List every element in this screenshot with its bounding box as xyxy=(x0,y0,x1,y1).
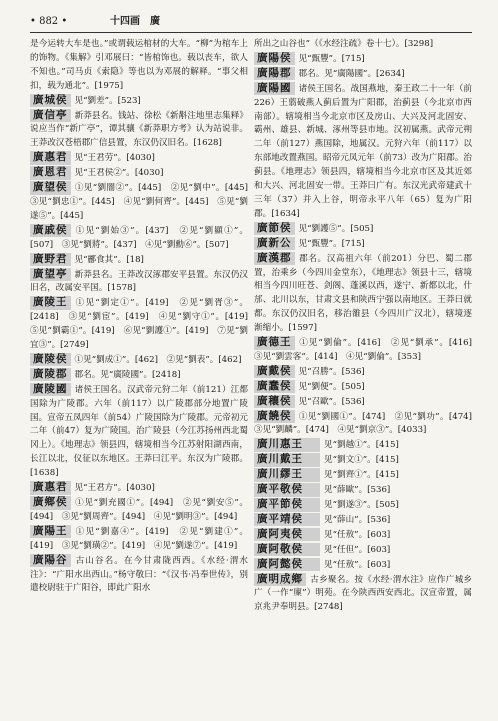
dictionary-entry xyxy=(30,296,257,353)
dictionary-entry xyxy=(254,237,472,252)
entry-headword: 廣陽谷 xyxy=(30,554,71,568)
dictionary-entry xyxy=(254,82,472,222)
dictionary-entry xyxy=(30,94,248,109)
entry-headword: 廣城侯 xyxy=(30,94,71,108)
dictionary-entry xyxy=(254,468,472,483)
entry-definition: ①见“劉充國①”。[494] ②见“劉安⑤”。[494] ③见“劉周齊”。[494] ④见“劉明③”。[494] xyxy=(30,498,248,522)
dictionary-entry xyxy=(254,558,472,573)
right-column xyxy=(254,38,481,615)
entry-headword: 廣平敬侯 xyxy=(254,483,320,497)
entry-headword: 廣陽郡 xyxy=(254,67,295,81)
entry-headword: 廣川繆王 xyxy=(254,468,320,482)
dictionary-entry xyxy=(254,67,472,82)
entry-definition: 见“王君方”。[4030] xyxy=(74,483,155,494)
entry-headword: 廣惠君 xyxy=(30,151,71,165)
dictionary-entry xyxy=(254,222,472,237)
dictionary-entry xyxy=(254,483,472,498)
dictionary-entry xyxy=(30,268,248,297)
entry-headword: 廣平節侯 xyxy=(254,498,320,512)
entry-headword: 廣信亭 xyxy=(30,109,71,123)
entry-headword: 廣惠君 xyxy=(30,481,71,495)
head-character: 廣 xyxy=(150,16,160,27)
entry-definition: 见“召勝”。[536] xyxy=(298,366,365,377)
entry-definition: 诸侯王国名。汉武帝元狩二年（前121）江都国除为广陵郡。六年（前117）以广陵郡部分地置广陵国。宣帝五凤四年（前54）广陵国除为广陵郡。元帝初元二年（前47）复为广陵国。治广陵县（今江苏扬州西北蜀冈上）。《地理志》领县四，辖境相当今江苏射阳湖西南，长江以北，仪征以东地区。王莽曰江平。东汉为广陵郡。[1638] xyxy=(30,384,248,479)
stroke-section: 十四画 xyxy=(110,16,140,27)
page-number: • 882 • xyxy=(30,16,68,27)
continued-text xyxy=(30,38,248,94)
continued-definition: 是今运转大车是也。”或谓载运棺材的大车。“柳”为棺车上的饰物。《集解》引邓展曰：“皆棺饰也。载以丧车，欲人不知也。”司马贞《索隐》等也以为邓展的解释。“事父相扣，载为通北”。[1975] xyxy=(30,39,248,91)
entry-definition: 见“甄豐”。[715] xyxy=(298,238,365,249)
dictionary-entry xyxy=(30,353,248,368)
entry-headword: 廣戚侯 xyxy=(30,224,71,238)
dictionary-entry xyxy=(254,52,472,67)
dictionary-entry xyxy=(254,513,472,528)
dictionary-entry xyxy=(30,481,248,496)
entry-definition: 见“劉護⑤”。[505] xyxy=(298,223,374,234)
dictionary-entry xyxy=(254,528,472,543)
entry-definition: ①见“劉成①”。[462] ②见“劉表”。[462] xyxy=(74,354,242,365)
entry-headword: 廣川戴王 xyxy=(254,453,320,467)
dictionary-entry xyxy=(254,573,472,616)
entry-headword: 廣望侯 xyxy=(30,181,71,195)
dictionary-entry xyxy=(254,498,472,513)
entry-definition: 郡名。见“廣陵國”。[2418] xyxy=(74,369,181,380)
dictionary-entry xyxy=(30,151,248,166)
entry-definition: 见“酈食其”。[18] xyxy=(74,254,144,265)
dictionary-entry xyxy=(254,453,472,468)
entry-definition: 见“劉文①”。[415] xyxy=(324,455,399,466)
entry-definition: 诸侯王国名。战国燕地，秦王政二十一年（前226）王翦破燕人蓟后置为广阳郡，治蓟县（今北京市西南部）。辖境相当今北京市区及房山、大兴及河北固安、霸州、雄县、新城、涿州等县市地。汉初属燕。武帝元朔二年（前127）燕国除，地属汉。元狩六年（前117）以东部地改置燕国。昭帝元凤元年（前73）改为广阳郡。治蓟县。《地理志》领县四，辖境相当今北京市区及其近郊和大兴、河北固安一带。王莽曰广有。东汉光武帝建武十三年（37）并入上谷，明帝永平八年（65）复为广阳郡。[1634] xyxy=(254,83,472,219)
entry-definition: ①见“劉國①”。[474] ②见“劉功”。[474] ③见“劉麟”。[474] ④见“劉京③”。[4033] xyxy=(254,411,481,436)
entry-headword: 廣新公 xyxy=(254,237,295,251)
entry-definition: ①见“劉定①”。[419] ②见“劉胥③”。[2418] ③见“劉宦”。[419] ④见“劉守①”。[419] ⑤见“劉霸①”。[419] ⑥见“劉護①”。[419] ⑦见“劉宜③”。[2749] xyxy=(30,298,257,351)
dictionary-entry xyxy=(30,253,248,268)
entry-definition: 见“任敖”。[603] xyxy=(324,529,391,540)
entry-definition: 新莽县名。钱站、徐松《新斠注地里志集释》说应当作“新广亭”，谭其骧《新莽职方考》认为站说非。王莽改汉苍梧郡广信县置，东汉仍汉旧名。[1628] xyxy=(30,110,248,149)
entry-definition: 古山谷名。在今甘肃陇西西。《水经·渭水注》：“广阳水出西山。”杨守敬曰：“《汉书·冯奉世传》，别遣校尉驻于广阳谷，即此广阳水 xyxy=(30,555,248,594)
entry-definition: 见“甄豐”。[715] xyxy=(298,53,365,64)
entry-definition: 郡名。见“廣陽國”。[2634] xyxy=(298,68,405,79)
entry-definition: 见“王君侯②”。[4030] xyxy=(74,168,164,179)
entry-definition: 见“任敖”。[603] xyxy=(324,559,391,570)
dictionary-entry xyxy=(254,365,472,380)
entry-headword: 廣阿懿侯 xyxy=(254,558,320,572)
entry-headword: 廣平靖侯 xyxy=(254,513,320,527)
entry-headword: 廣穰侯 xyxy=(254,395,295,409)
dictionary-entry xyxy=(254,252,472,336)
entry-headword: 廣望亭 xyxy=(30,268,71,282)
entry-headword: 廣德王 xyxy=(254,336,295,350)
left-column xyxy=(30,38,257,596)
dictionary-entry xyxy=(254,409,481,439)
entry-definition: ①见“劉始③”。[437] ②见“劉顯①”。[507] ③见“劉將”。[437] ④见“劉勳⑥”。[507] xyxy=(30,225,248,250)
dictionary-entry xyxy=(30,525,248,554)
dictionary-entry xyxy=(30,383,248,481)
entry-headword: 廣阿敬侯 xyxy=(254,543,320,557)
entry-headword: 廣陵侯 xyxy=(30,353,71,367)
entry-definition: 见“劉差”。[523] xyxy=(74,95,141,106)
dictionary-entry xyxy=(254,438,472,453)
entry-headword: 廣阿夷侯 xyxy=(254,528,320,542)
entry-headword: 廣陵郡 xyxy=(30,368,71,382)
entry-definition: 见“召歐”。[536] xyxy=(298,396,365,407)
entry-definition: 见“劉遂③”。[505] xyxy=(324,500,399,510)
entry-headword: 廣川惠王 xyxy=(254,438,320,452)
entry-headword: 廣節侯 xyxy=(254,222,295,236)
entry-definition: 见“薛歐”。[536] xyxy=(324,485,391,496)
page-header xyxy=(30,14,470,30)
dictionary-entry xyxy=(254,543,472,558)
entry-headword: 廣陽王 xyxy=(30,525,71,539)
entry-definition: 新莽县名。王莽改汉涿郡安平县置。东汉仍汉旧名，改属安平国。[1578] xyxy=(30,269,248,294)
entry-headword: 廣饒侯 xyxy=(254,410,295,424)
continued-text xyxy=(254,38,472,52)
dictionary-entry xyxy=(30,224,248,253)
dictionary-entry xyxy=(254,380,472,395)
entry-definition: 见“劉越①”。[415] xyxy=(324,440,399,451)
dictionary-entry xyxy=(30,554,248,597)
dictionary-entry xyxy=(30,109,248,152)
entry-headword: 廣明成鄉 xyxy=(254,573,306,587)
entry-headword: 廣漢郡 xyxy=(254,252,295,266)
dictionary-entry xyxy=(30,166,248,181)
dictionary-entry xyxy=(30,368,248,383)
entry-definition: 见“劉便”。[505] xyxy=(298,381,365,392)
header-rule xyxy=(30,32,472,33)
entry-headword: 廣陵王 xyxy=(30,296,71,310)
entry-headword: 廣鄉侯 xyxy=(30,496,71,510)
dictionary-entry xyxy=(254,395,472,410)
entry-definition: 古乡聚名。按《水经·渭水注》应作广城乡广（一作“廩”）明苑。在今陕西西安西北。汉宣帝置，属京兆尹奉明县。[2748] xyxy=(254,574,472,613)
dictionary-entry xyxy=(254,336,481,365)
continued-definition: 所出之山谷也”（《水经注疏》卷十七）。[3298] xyxy=(254,39,434,49)
entry-headword: 廣陽國 xyxy=(254,82,295,96)
entry-definition: 见“劉齊①”。[415] xyxy=(324,470,399,481)
entry-definition: 见“王君劳”。[4030] xyxy=(74,153,155,164)
entry-definition: 见“任但”。[603] xyxy=(324,544,391,555)
dictionary-entry xyxy=(30,496,248,525)
entry-headword: 廣野君 xyxy=(30,253,71,267)
entry-headword: 廣恩君 xyxy=(30,166,71,180)
dictionary-entry xyxy=(30,181,257,224)
entry-definition: 见“薛山”。[536] xyxy=(324,514,391,525)
entry-headword: 廣戴侯 xyxy=(254,365,295,379)
entry-definition: ①见“劉闇②”。[445] ②见“劉中”。[445] ③见“劉忠①”。[445] ④见“劉何齊”。[445] ⑤见“劉遂⑤”。[445] xyxy=(30,183,257,221)
entry-headword: 廣蠢侯 xyxy=(254,380,295,394)
entry-definition: ①见“劉倫”。[416] ②见“劉承”。[416] ③见“劉雲客”。[414] ④见“劉倫”。[353] xyxy=(254,338,481,362)
entry-headword: 廣陽侯 xyxy=(254,52,295,66)
entry-definition: ①见“劉嘉④”。[419] ②见“劉建①”。[419] ③见“劉璜②”。[419] ④见“劉遂⑦”。[419] xyxy=(30,526,248,551)
entry-headword: 廣陵國 xyxy=(30,383,71,397)
entry-definition: 郡名。汉高祖六年（前201）分巴、蜀二郡置，治乘乡（今四川金堂东），《地理志》领县十三，辖境相当今四川旺苍、剑阁、蓬溪以西，遂宁、新都以北，什邡、北川以东，甘肃文县和陕西宁强以南地区。王莽曰就都。东汉仍汉旧名，移治雒县（今四川广汉北），辖境逐渐缩小。[1597] xyxy=(254,253,472,334)
